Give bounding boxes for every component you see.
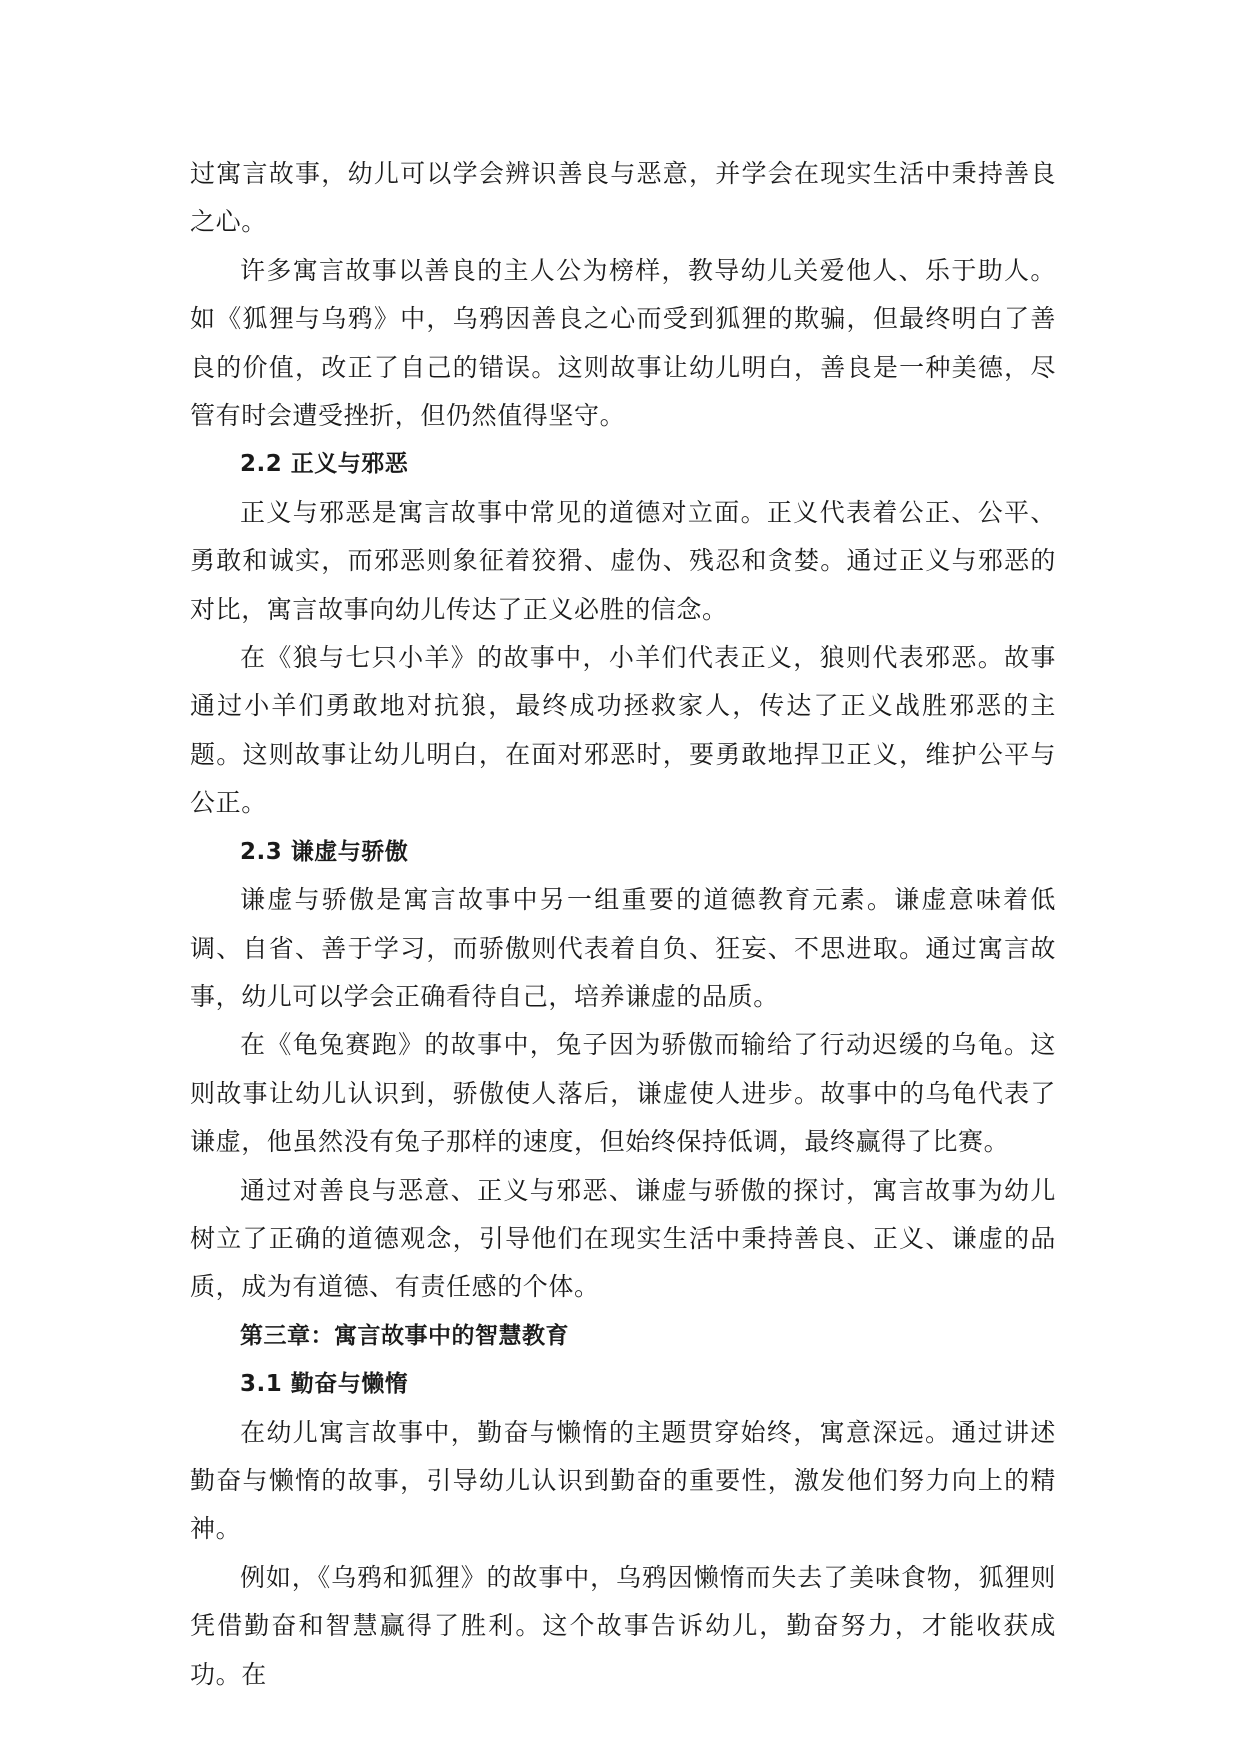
paragraph-humility-pride: 谦虚与骄傲是寓言故事中另一组重要的道德教育元素。谦虚意味着低调、自省、善于学习，而骄傲则代表着自负、狂妄、不思进取。通过寓言故事，幼儿可以学会正确看待自己，培养谦虚的品质。 <box>190 885 1056 1011</box>
section-heading-2-3: 2.3 谦虚与骄傲 <box>240 838 409 865</box>
paragraph-wolf-seven-kids: 在《狼与七只小羊》的故事中，小羊们代表正义，狼则代表邪恶。故事通过小羊们勇敢地对抗狼，最终成功拯救家人，传达了正义战胜邪恶的主题。这则故事让幼儿明白，在面对邪恶时，要勇敢地捍卫正义，维护公平与公正。 <box>190 643 1056 818</box>
section-heading-3-1: 3.1 勤奋与懒惰 <box>240 1371 409 1398</box>
paragraph-fox-and-crow: 许多寓言故事以善良的主人公为榜样，教导幼儿关爱他人、乐于助人。如《狐狸与乌鸦》中，乌鸦因善良之心而受到狐狸的欺骗，但最终明白了善良的价值，改正了自己的错误。这则故事让幼儿明白，善良是一种美德，尽管有时会遭受挫折，但仍然值得坚守。 <box>190 255 1056 431</box>
chapter-heading-3: 第三章：寓言故事中的智慧教育 <box>240 1322 569 1349</box>
paragraph-crow-and-fox: 例如，《乌鸦和狐狸》的故事中，乌鸦因懒惰而失去了美味食物，狐狸则凭借勤奋和智慧赢得了胜利。这个故事告诉幼儿，勤奋努力，才能收获成功。在 <box>190 1562 1056 1689</box>
paragraph-summary: 通过对善良与恶意、正义与邪恶、谦虚与骄傲的探讨，寓言故事为幼儿树立了正确的道德观念，引导他们在现实生活中秉持善良、正义、谦虚的品质，成为有道德、有责任感的个体。 <box>190 1175 1056 1302</box>
document-body <box>190 150 1056 1699</box>
paragraph-justice-evil: 正义与邪恶是寓言故事中常见的道德对立面。正义代表着公正、公平、勇敢和诚实，而邪恶则象征着狡猾、虚伪、残忍和贪婪。通过正义与邪恶的对比，寓言故事向幼儿传达了正义必胜的信念。 <box>190 497 1056 624</box>
paragraph-continued: 过寓言故事，幼儿可以学会辨识善良与恶意，并学会在现实生活中秉持善良之心。 <box>190 159 1056 237</box>
section-heading-2-2: 2.2 正义与邪恶 <box>240 451 409 478</box>
paragraph-diligence-laziness: 在幼儿寓言故事中，勤奋与懒惰的主题贯穿始终，寓意深远。通过讲述勤奋与懒惰的故事，引导幼儿认识到勤奋的重要性，激发他们努力向上的精神。 <box>190 1417 1056 1544</box>
paragraph-tortoise-hare: 在《龟兔赛跑》的故事中，兔子因为骄傲而输给了行动迟缓的乌龟。这则故事让幼儿认识到，骄傲使人落后，谦虚使人进步。故事中的乌龟代表了谦虚，他虽然没有兔子那样的速度，但始终保持低调，最终赢得了比赛。 <box>190 1030 1056 1157</box>
